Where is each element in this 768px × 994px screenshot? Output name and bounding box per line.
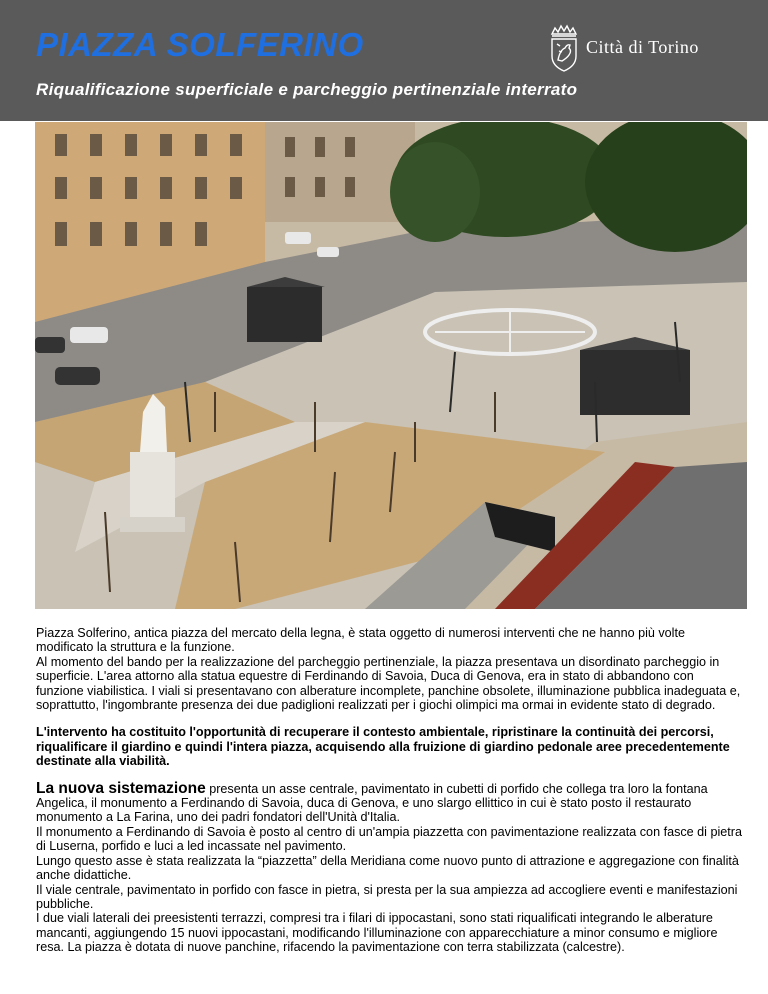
section-heading: La nuova sistemazione (36, 779, 206, 797)
intro-paragraph: Piazza Solferino, antica piazza del mercato della legna, è stata oggetto di numerosi interventi che ne hanno più volte modificato la struttura e la funzione. Al momento del bando per la realizzazione del parcheggio pertinenziale, la piazza presentava un disordinato parcheggio in superficie. L'area attorno alla statua equestre di Ferdinando di Savoia, Duca di Genova, era in stato di abbandono con funzione viabilistica. I viali si presentavano con alberature incomplete, panchine obsolete, illuminazione pubblica inadeguata e, soprattutto, l'ingombrante presenza dei due padiglioni realizzati per i giochi olimpici ma ormai in evidente stato di degrado. (36, 626, 741, 713)
highlight-paragraph: L'intervento ha costituito l'opportunità di recuperare il contesto ambientale, ripristinare la continuità dei percorsi, riqualificare il giardino e quindi l'intera piazza, acquisendo alla fruizione di giardino pedonale aree precedentemente destinate alla viabilità. (36, 725, 730, 769)
page-title: PIAZZA SOLFERINO (36, 26, 364, 63)
square-aerial-photo (35, 122, 747, 609)
page-subtitle: Riqualificazione superficiale e parcheggio pertinenziale interrato (36, 80, 578, 99)
section-text: presenta un asse centrale, pavimentato in cubetti di porfido che collega tra loro la fontana Angelica, il monumento a Ferdinando di Savoia, duca di Genova, e uno slargo ellittico in cui è stato posto il restaurato monumento a La Farina, uno dei padri fondatori dell'Unità d'Italia. Il monumento a Ferdinando di Savoia è posto al centro di un'ampia piazzetta con pavimentazione realizzata con fasce di pietra di Luserna, porfido e luci a led incassate nel pavimento. Lungo questo asse è stata realizzata la “piazzetta” della Meridiana come nuovo punto di attrazione e aggregazione con finalità anche didattiche. Il viale centrale, pavimentato in porfido con fasce in pietra, si presta per la sua ampiezza ad accogliere eventi e manifestazioni pubbliche. I due viali laterali dei preesistenti terrazzi, compresi tra i filari di ippocastani, sono stati riqualificati integrando le alberature mancanti, aggiungendo 15 nuovi ippocastani, modificando l'illuminazione con apparecchiature a minor consumo e migliore resa. La piazza è dotata di nuove panchine, rifacendo la pavimentazione con terra stabilizzata (calcestre). (36, 781, 742, 955)
article-body (36, 626, 742, 955)
city-logo (548, 22, 758, 78)
header-banner (0, 0, 768, 121)
section-paragraph (36, 779, 742, 955)
logo-text: Città di Torino (586, 37, 699, 57)
coat-of-arms-icon (548, 24, 580, 74)
